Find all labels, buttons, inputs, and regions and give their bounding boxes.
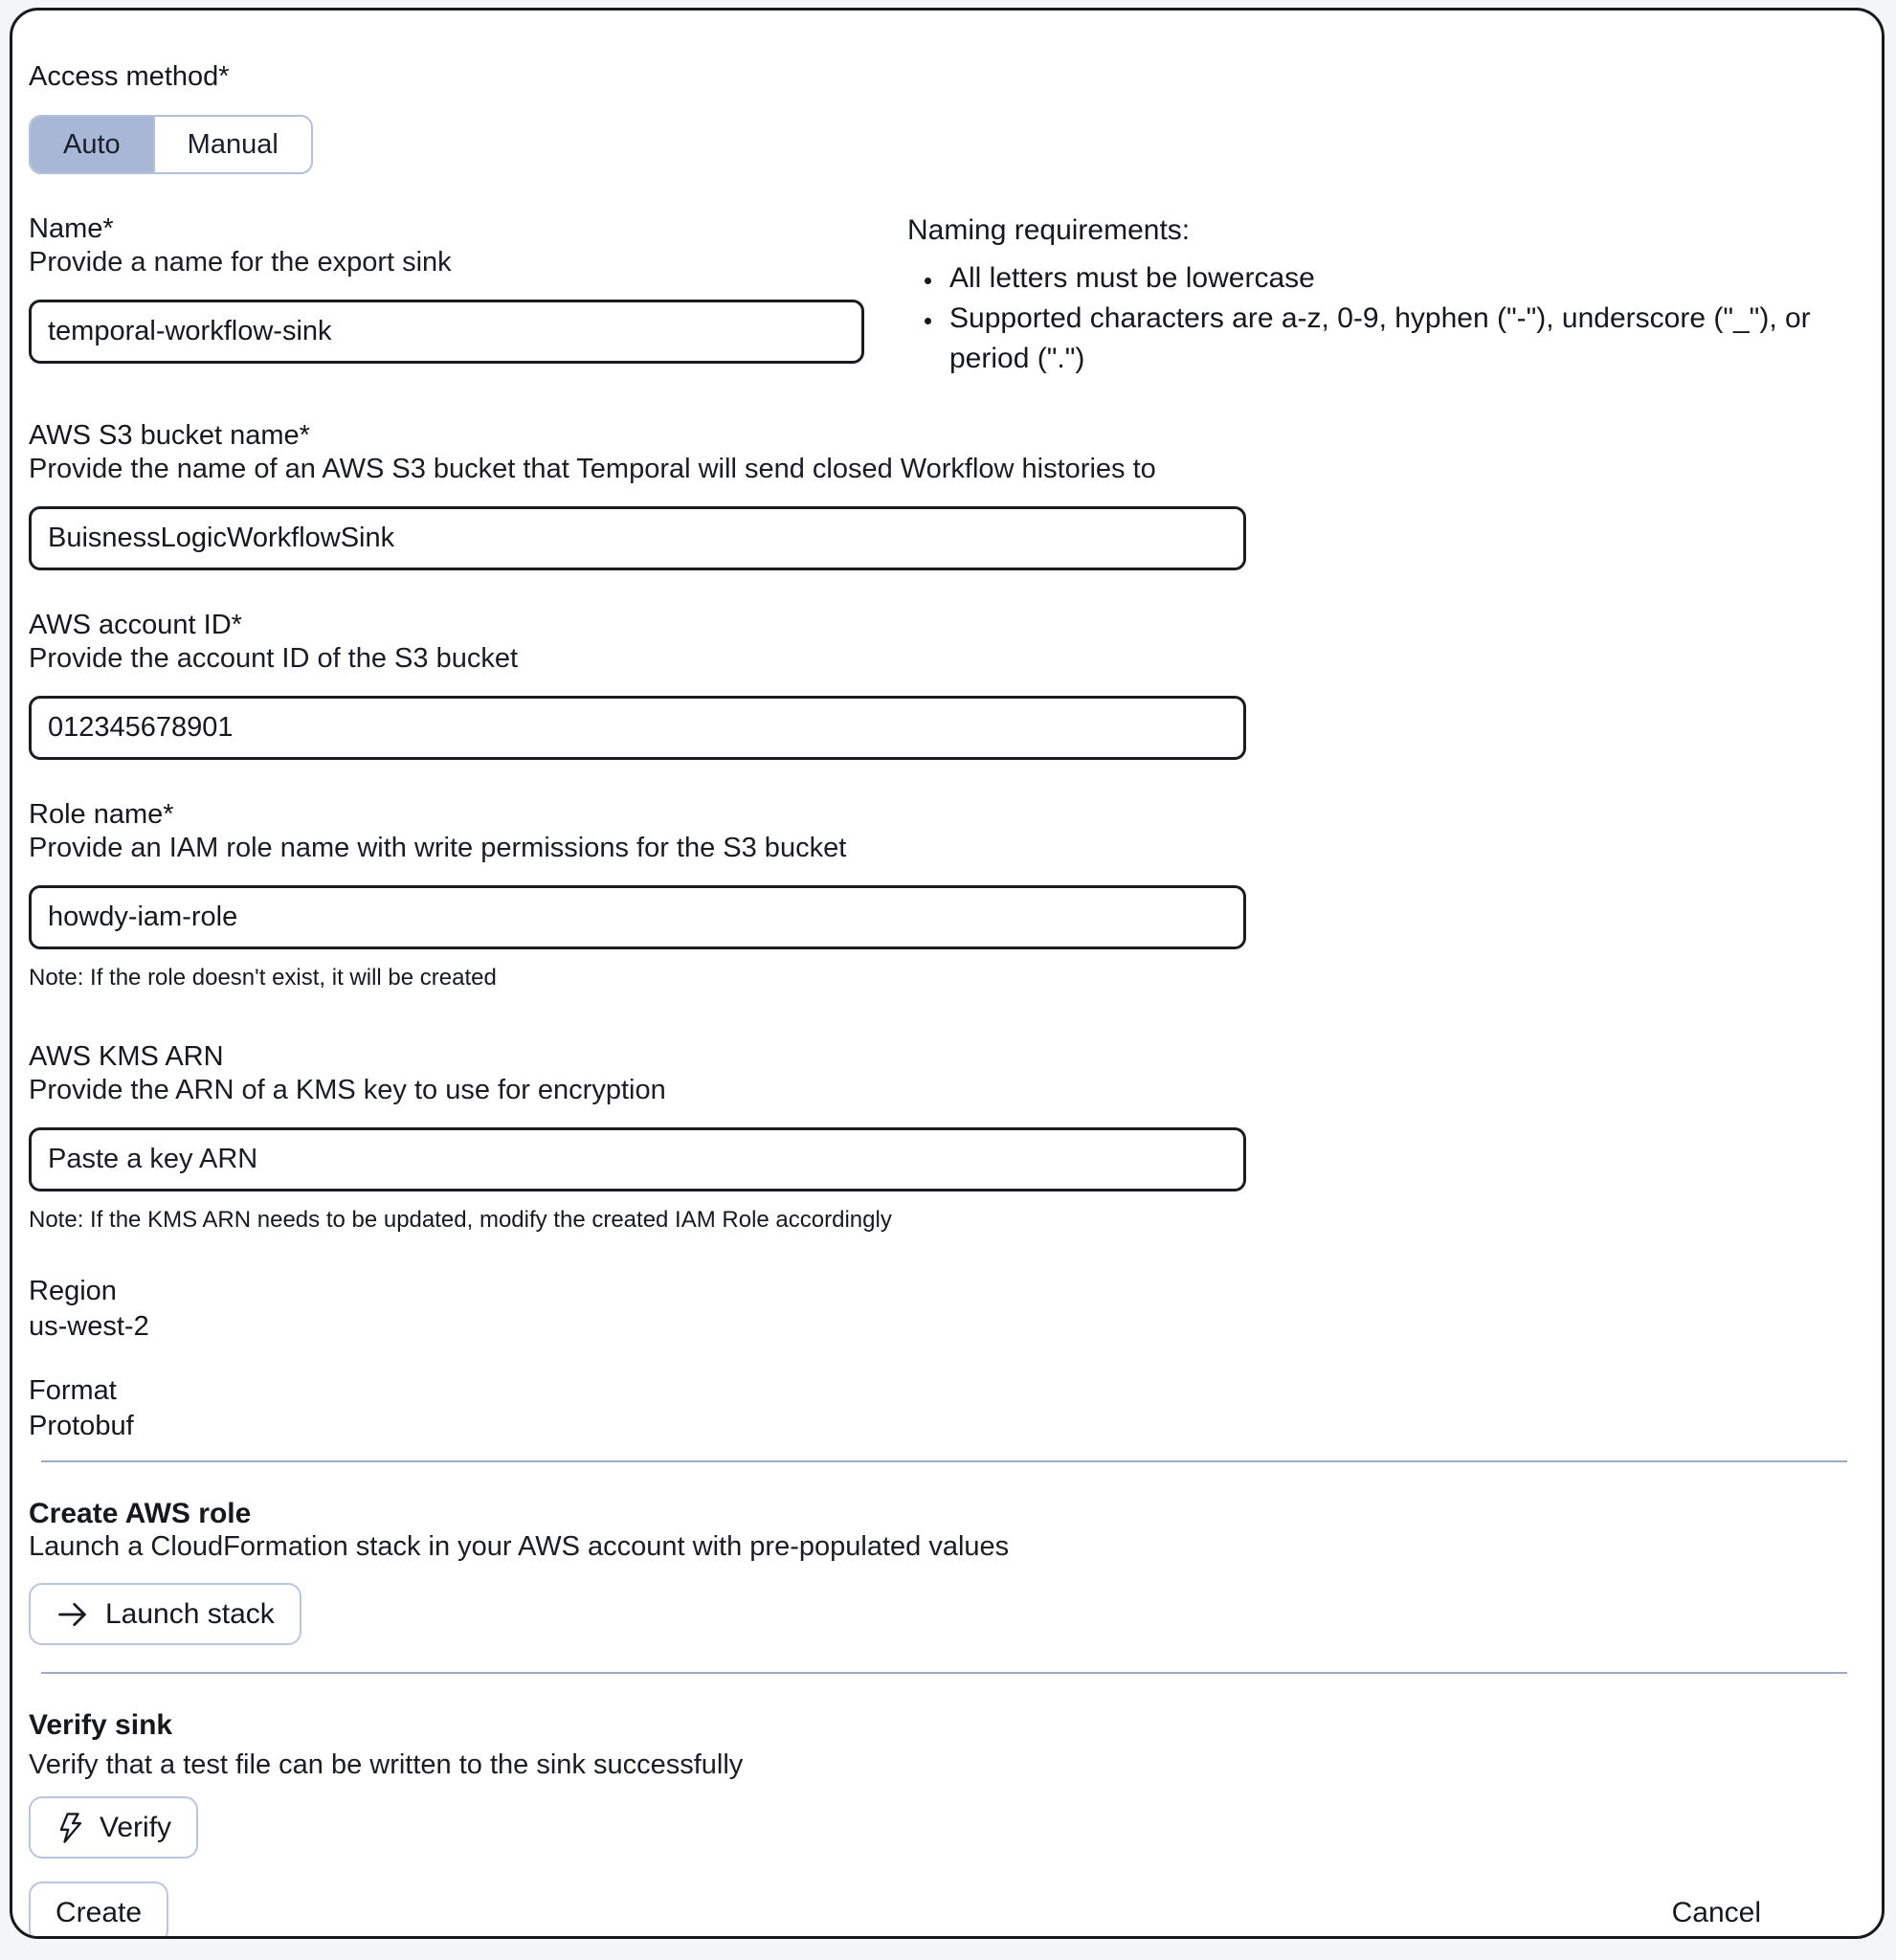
role-name-description: Provide an IAM role name with write permissions for the S3 bucket (29, 833, 847, 863)
form-footer (29, 1882, 1847, 1939)
verify-button[interactable] (29, 1796, 198, 1859)
kms-arn-input[interactable] (29, 1127, 1246, 1192)
launch-stack-label: Launch stack (105, 1597, 275, 1630)
access-method-toggle (29, 115, 313, 174)
format-group (29, 1374, 1847, 1443)
role-name-input[interactable] (29, 885, 1246, 949)
name-field-group (29, 212, 864, 364)
access-method-auto-button[interactable]: Auto (31, 117, 153, 172)
role-name-label: Role name* (29, 799, 174, 830)
kms-arn-note: Note: If the KMS ARN needs to be updated, modify the created IAM Role accordingly (29, 1207, 892, 1233)
divider (41, 1460, 1847, 1462)
divider (41, 1672, 1847, 1674)
lightning-bolt-icon (56, 1812, 84, 1844)
verify-sink-heading: Verify sink (29, 1709, 173, 1741)
create-button[interactable]: Create (29, 1882, 168, 1939)
cancel-button[interactable]: Cancel (1671, 1896, 1761, 1928)
s3-bucket-field-group (29, 419, 1847, 570)
s3-bucket-description: Provide the name of an AWS S3 bucket that Temporal will send closed Workflow histories to (29, 454, 1156, 484)
access-method-label: Access method* (29, 61, 230, 92)
name-description: Provide a name for the export sink (29, 247, 452, 278)
name-label: Name* (29, 213, 114, 244)
s3-bucket-input[interactable] (29, 506, 1246, 570)
naming-requirements (879, 212, 1847, 379)
region-group (29, 1275, 1847, 1344)
kms-arn-field-group (29, 1040, 1847, 1235)
launch-stack-button[interactable] (29, 1583, 301, 1645)
kms-arn-description: Provide the ARN of a KMS key to use for encryption (29, 1075, 666, 1105)
region-label: Region (29, 1276, 117, 1306)
kms-arn-label: AWS KMS ARN (29, 1041, 224, 1072)
region-value: us-west-2 (29, 1311, 149, 1342)
verify-label: Verify (100, 1811, 172, 1843)
s3-bucket-label: AWS S3 bucket name* (29, 420, 310, 451)
naming-requirement-item: • Supported characters are a-z, 0-9, hyphen ("-"), underscore ("_"), or period (".") (944, 299, 1847, 379)
format-label: Format (29, 1375, 117, 1406)
naming-requirements-heading: Naming requirements: (907, 214, 1191, 246)
create-aws-role-heading: Create AWS role (29, 1498, 252, 1529)
role-name-field-group (29, 798, 1847, 992)
arrow-right-icon (56, 1597, 90, 1632)
create-aws-role-description: Launch a CloudFormation stack in your AWS account with pre-populated values (29, 1531, 1010, 1562)
name-and-requirements-row (29, 212, 1847, 379)
account-id-field-group (29, 609, 1847, 760)
account-id-label: AWS account ID* (29, 610, 242, 640)
name-input[interactable] (29, 300, 864, 364)
account-id-input[interactable] (29, 696, 1246, 760)
export-sink-form-card (10, 8, 1885, 1939)
access-method-manual-button[interactable]: Manual (153, 117, 311, 172)
role-name-note: Note: If the role doesn't exist, it will be created (29, 965, 497, 991)
verify-sink-description: Verify that a test file can be written to the sink successfully (29, 1749, 744, 1780)
naming-requirements-list (907, 258, 1847, 379)
naming-requirement-item: • All letters must be lowercase (944, 258, 1847, 299)
format-value: Protobuf (29, 1411, 134, 1441)
account-id-description: Provide the account ID of the S3 bucket (29, 643, 519, 674)
